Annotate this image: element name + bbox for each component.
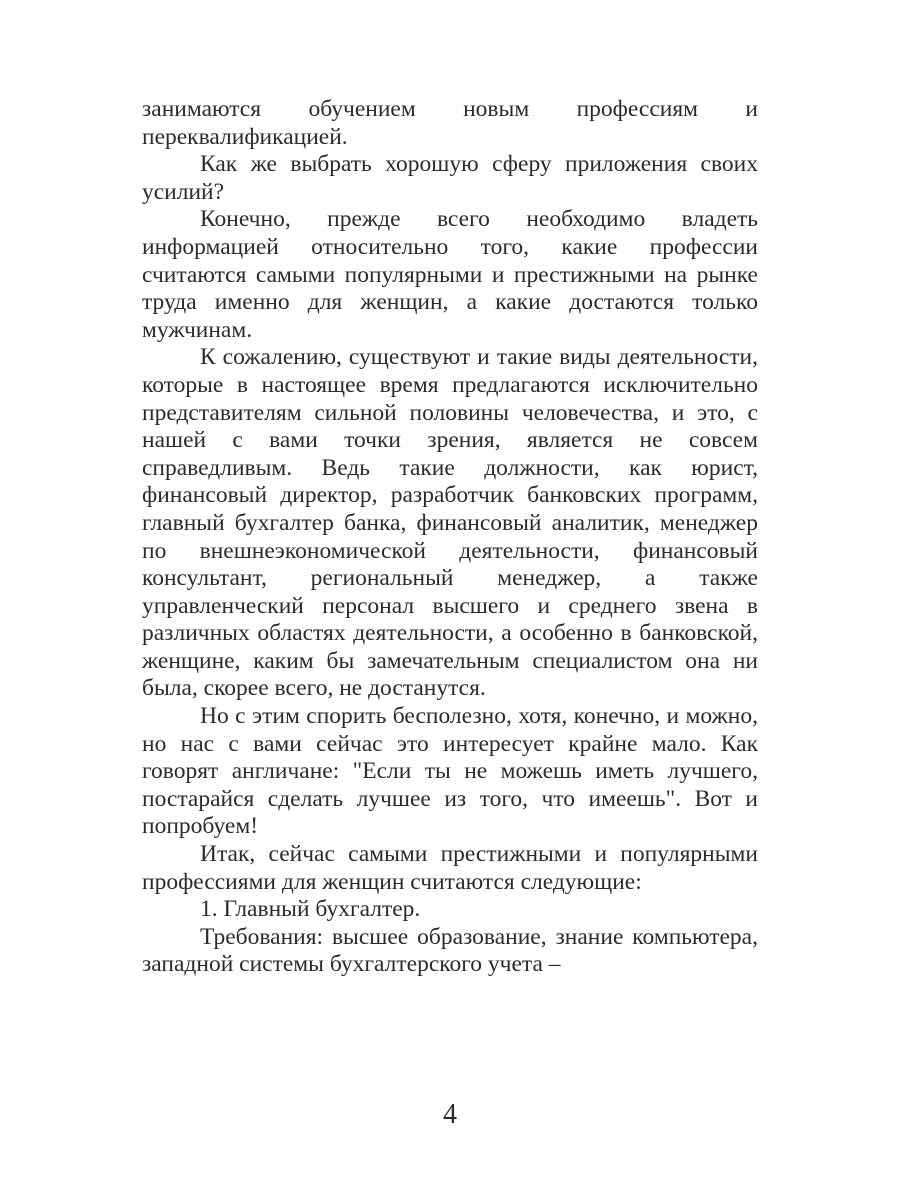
paragraph-requirements: Требования: высшее образование, знание компьютера, западной системы бухгалтерского учета – (142, 923, 758, 978)
paragraph-4: К сожалению, существуют и такие виды деятельности, которые в настоящее время предлагаются исключительно представителям сильной половины человечества, и это, с нашей с вами точки зрения, является не совсем справедливым. Ведь такие должности, как юрист, финансовый директор, разработчик банковских программ, главный бухгалтер банка, финансовый аналитик, менеджер по внешнеэкономической деятельности, финансовый консультант, региональный менеджер, а также управленческий персонал высшего и среднего звена в различных областях деятельности, а особенно в банковской, женщине, каким бы замечательным специалистом она ни была, скорее всего, не достанутся. (142, 344, 758, 702)
paragraph-3: Конечно, прежде всего необходимо владеть информацией относительно того, какие профессии считаются самыми популярными и престижными на рынке труда именно для женщин, а какие достаются только мужчинам. (142, 206, 758, 343)
list-item-1: 1. Главный бухгалтер. (200, 896, 421, 923)
paragraph-2: Как же выбрать хорошую сферу приложения своих усилий? (142, 151, 758, 205)
paragraph-5: Но с этим спорить бесполезно, хотя, конечно, и можно, но нас с вами сейчас это интересует крайне мало. Как говорят англичане: "Если ты не можешь иметь лучшего, постарайся сделать лучшее из того, что имеешь". Вот и попробуем! (142, 703, 758, 840)
page-number: 4 (443, 1099, 457, 1130)
paragraph-6: Итак, сейчас самыми престижными и популярными профессиями для женщин считаются следующие: (142, 841, 758, 895)
paragraph-1: занимаются обучением новым профессиям и переквалификацией. (142, 96, 758, 150)
page-body-text (142, 96, 758, 979)
